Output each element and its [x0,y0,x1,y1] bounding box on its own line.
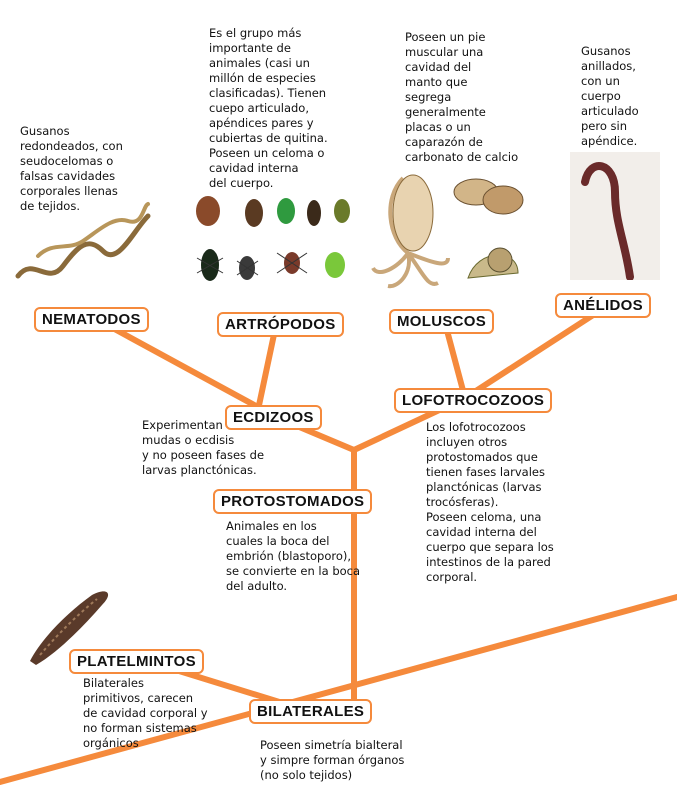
desc-line: Poseen un celoma o [209,146,325,160]
node-lofotrocozoos: LOFOTROCOZOOS [394,388,552,413]
desc-platelmintos [83,676,208,751]
desc-line: orgánicos [83,736,139,750]
molluscs-illustration [368,168,528,298]
desc-line: apéndice. [581,134,638,148]
desc-line: primitivos, carecen [83,691,194,705]
desc-line: y simpre forman órganos [260,753,405,767]
desc-line: articulado [581,104,639,118]
desc-line: redondeados, con [20,139,123,153]
desc-line: protostomados que [426,450,538,464]
desc-line: planctónicas (larvas [426,480,542,494]
desc-line: generalmente [405,105,486,119]
desc-line: larvas planctónicas. [142,463,257,477]
desc-bilaterales [260,738,404,783]
desc-line: trocósferas). [426,495,499,509]
desc-line: corporales llenas [20,184,118,198]
desc-line: seudocelomas o [20,154,114,168]
node-bilaterales: BILATERALES [249,699,372,724]
arthropods-illustration [192,193,360,298]
desc-line: incluyen otros [426,435,508,449]
desc-line: embrión (blastoporo), [226,549,352,563]
desc-line: Poseen simetría bialteral [260,738,403,752]
desc-line: animales (casi un [209,56,310,70]
node-nematodos: NEMATODOS [34,307,149,332]
node-anelidos: ANÉLIDOS [555,293,651,318]
desc-line: Poseen un pie [405,30,486,44]
desc-line: y no poseen fases de [142,448,265,462]
desc-line: carbonato de calcio [405,150,519,164]
desc-line: con un [581,74,620,88]
desc-anelidos [581,44,639,149]
desc-line: importante de [209,41,291,55]
node-moluscos: MOLUSCOS [389,309,494,334]
desc-line: cuepo articulado, [209,101,310,115]
node-ecdizoos: ECDIZOOS [225,405,322,430]
desc-line: Los lofotrocozoos [426,420,526,434]
desc-line: del cuerpo. [209,176,274,190]
desc-moluscos [405,30,518,165]
desc-line: Animales en los [226,519,317,533]
desc-line: no forman sistemas [83,721,197,735]
desc-line: falsas cavidades [20,169,116,183]
desc-line: Experimentan [142,418,223,432]
desc-line: mudas o ecdisis [142,433,235,447]
desc-line: Es el grupo más [209,26,302,40]
desc-line: cuerpo que separa los [426,540,554,554]
desc-line: Gusanos [20,124,70,138]
desc-line: cavidad del [405,60,472,74]
annelid-worm-illustration [570,152,660,280]
desc-line: manto que [405,75,468,89]
desc-nematodos [20,124,123,214]
node-platelmintos: PLATELMINTOS [69,649,204,674]
desc-lofotrocozoos [426,420,554,585]
desc-line: Poseen celoma, una [426,510,542,524]
desc-line: cavidad interna [209,161,299,175]
desc-line: caparazón de [405,135,483,149]
branch-artropodos [258,325,276,410]
desc-line: Gusanos [581,44,631,58]
desc-line: (no solo tejidos) [260,768,353,782]
desc-line: intestinos de la pared [426,555,551,569]
desc-line: cubiertas de quitina. [209,131,328,145]
node-protostomados: PROTOSTOMADOS [213,489,372,514]
node-artropodos: ARTRÓPODOS [217,312,344,337]
desc-line: cuales la boca del [226,534,330,548]
desc-line: muscular una [405,45,484,59]
desc-line: pero sin [581,119,628,133]
desc-line: se convierte en la boca [226,564,361,578]
desc-line: de tejidos. [20,199,80,213]
desc-line: cuerpo [581,89,621,103]
desc-artropodos [209,26,328,191]
desc-line: apéndices pares y [209,116,314,130]
desc-line: de cavidad corporal y [83,706,208,720]
branch-moluscos [445,323,465,398]
desc-line: placas o un [405,120,471,134]
desc-protostomados [226,519,360,594]
desc-line: clasificadas). Tienen [209,86,327,100]
desc-line: cavidad interna del [426,525,537,539]
desc-line: segrega [405,90,452,104]
desc-line: corporal. [426,570,478,584]
desc-line: anillados, [581,59,636,73]
desc-line: del adulto. [226,579,288,593]
desc-line: Bilaterales [83,676,144,690]
desc-line: tienen fases larvales [426,465,545,479]
desc-line: millón de especies [209,71,316,85]
